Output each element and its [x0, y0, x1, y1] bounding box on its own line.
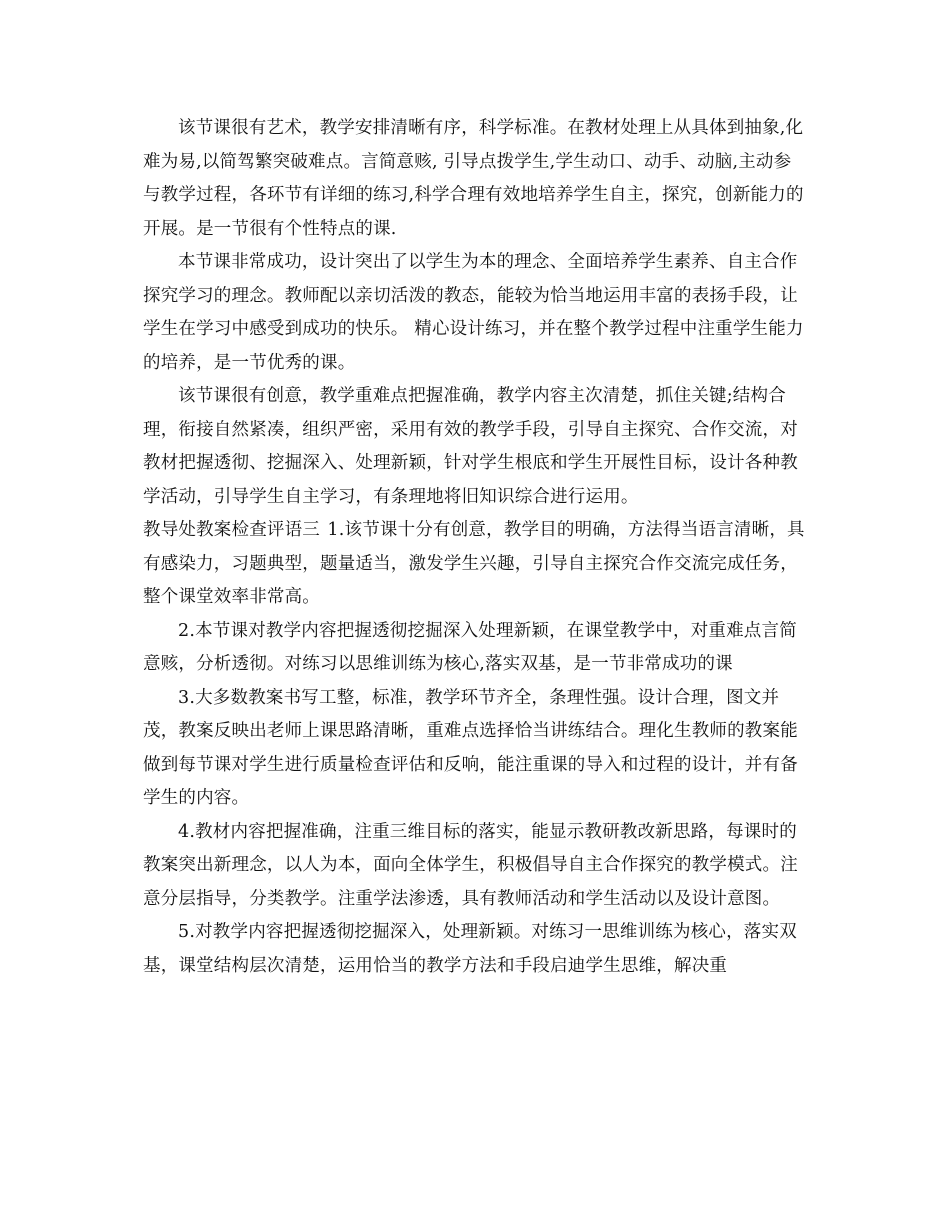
paragraph-1: 该节课很有艺术，教学安排清晰有序，科学标准。在教材处理上从具体到抽象,化难为易,以简驾繁突破难点。言简意赅, 引导点拨学生,学生动口、动手、动脑,主动参与教学过程，各环节有详细的练习,科学合理有效地培养学生自主，探究，创新能力的开展。是一节很有个性特点的课. [143, 118, 804, 239]
paragraph-3: 该节课很有创意，教学重难点把握准确，教学内容主次清楚，抓住关键;结构合理，衔接自然紧凑，组织严密，采用有效的教学手段，引导自主探究、合作交流，对教材把握透彻、挖掘深入、处理新颖，针对学生根底和学生开展性目标，设计各种教学活动，引导学生自主学习，有条理地将旧知识综合进行运用。 [143, 386, 798, 507]
document-body [143, 112, 805, 983]
paragraph-4-heading-line: 教导处教案检查评语三 1.该节课十分有创意，教学目的明确，方法得当语言清晰，具有感染力，习题典型，题量适当，激发学生兴趣，引导自主探究合作交流完成任务，整个课堂效率非常高。 [143, 520, 805, 607]
paragraph-6: 3.大多数教案书写工整，标准，教学环节齐全，条理性强。设计合理，图文并茂，教案反映出老师上课思路清晰，重难点选择恰当讲练结合。理化生教师的教案能做到每节课对学生进行质量检查评估和反响，能注重课的导入和过程的设计，并有备学生的内容。 [143, 687, 798, 808]
paragraph-2: 本节课非常成功，设计突出了以学生为本的理念、全面培养学生素养、自主合作探究学习的理念。教师配以亲切活泼的教态，能较为恰当地运用丰富的表扬手段，让学生在学习中感受到成功的快乐。 精心设计练习，并在整个教学过程中注重学生能力的培养，是一节优秀的课。 [143, 252, 804, 373]
paragraph-8: 5.对教学内容把握透彻挖掘深入，处理新颖。对练习一思维训练为核心，落实双基，课堂结构层次清楚，运用恰当的教学方法和手段启迪学生思维，解决重 [143, 922, 797, 976]
paragraph-5: 2.本节课对教学内容把握透彻挖掘深入处理新颖，在课堂教学中，对重难点言简意赅，分析透彻。对练习以思维训练为核心,落实双基，是一节非常成功的课 [143, 620, 797, 674]
paragraph-7: 4.教材内容把握准确，注重三维目标的落实，能显示教研教改新思路，每课时的教案突出新理念，以人为本，面向全体学生，积极倡导自主合作探究的教学模式。注意分层指导，分类教学。注重学法渗透，具有教师活动和学生活动以及设计意图。 [143, 821, 798, 909]
